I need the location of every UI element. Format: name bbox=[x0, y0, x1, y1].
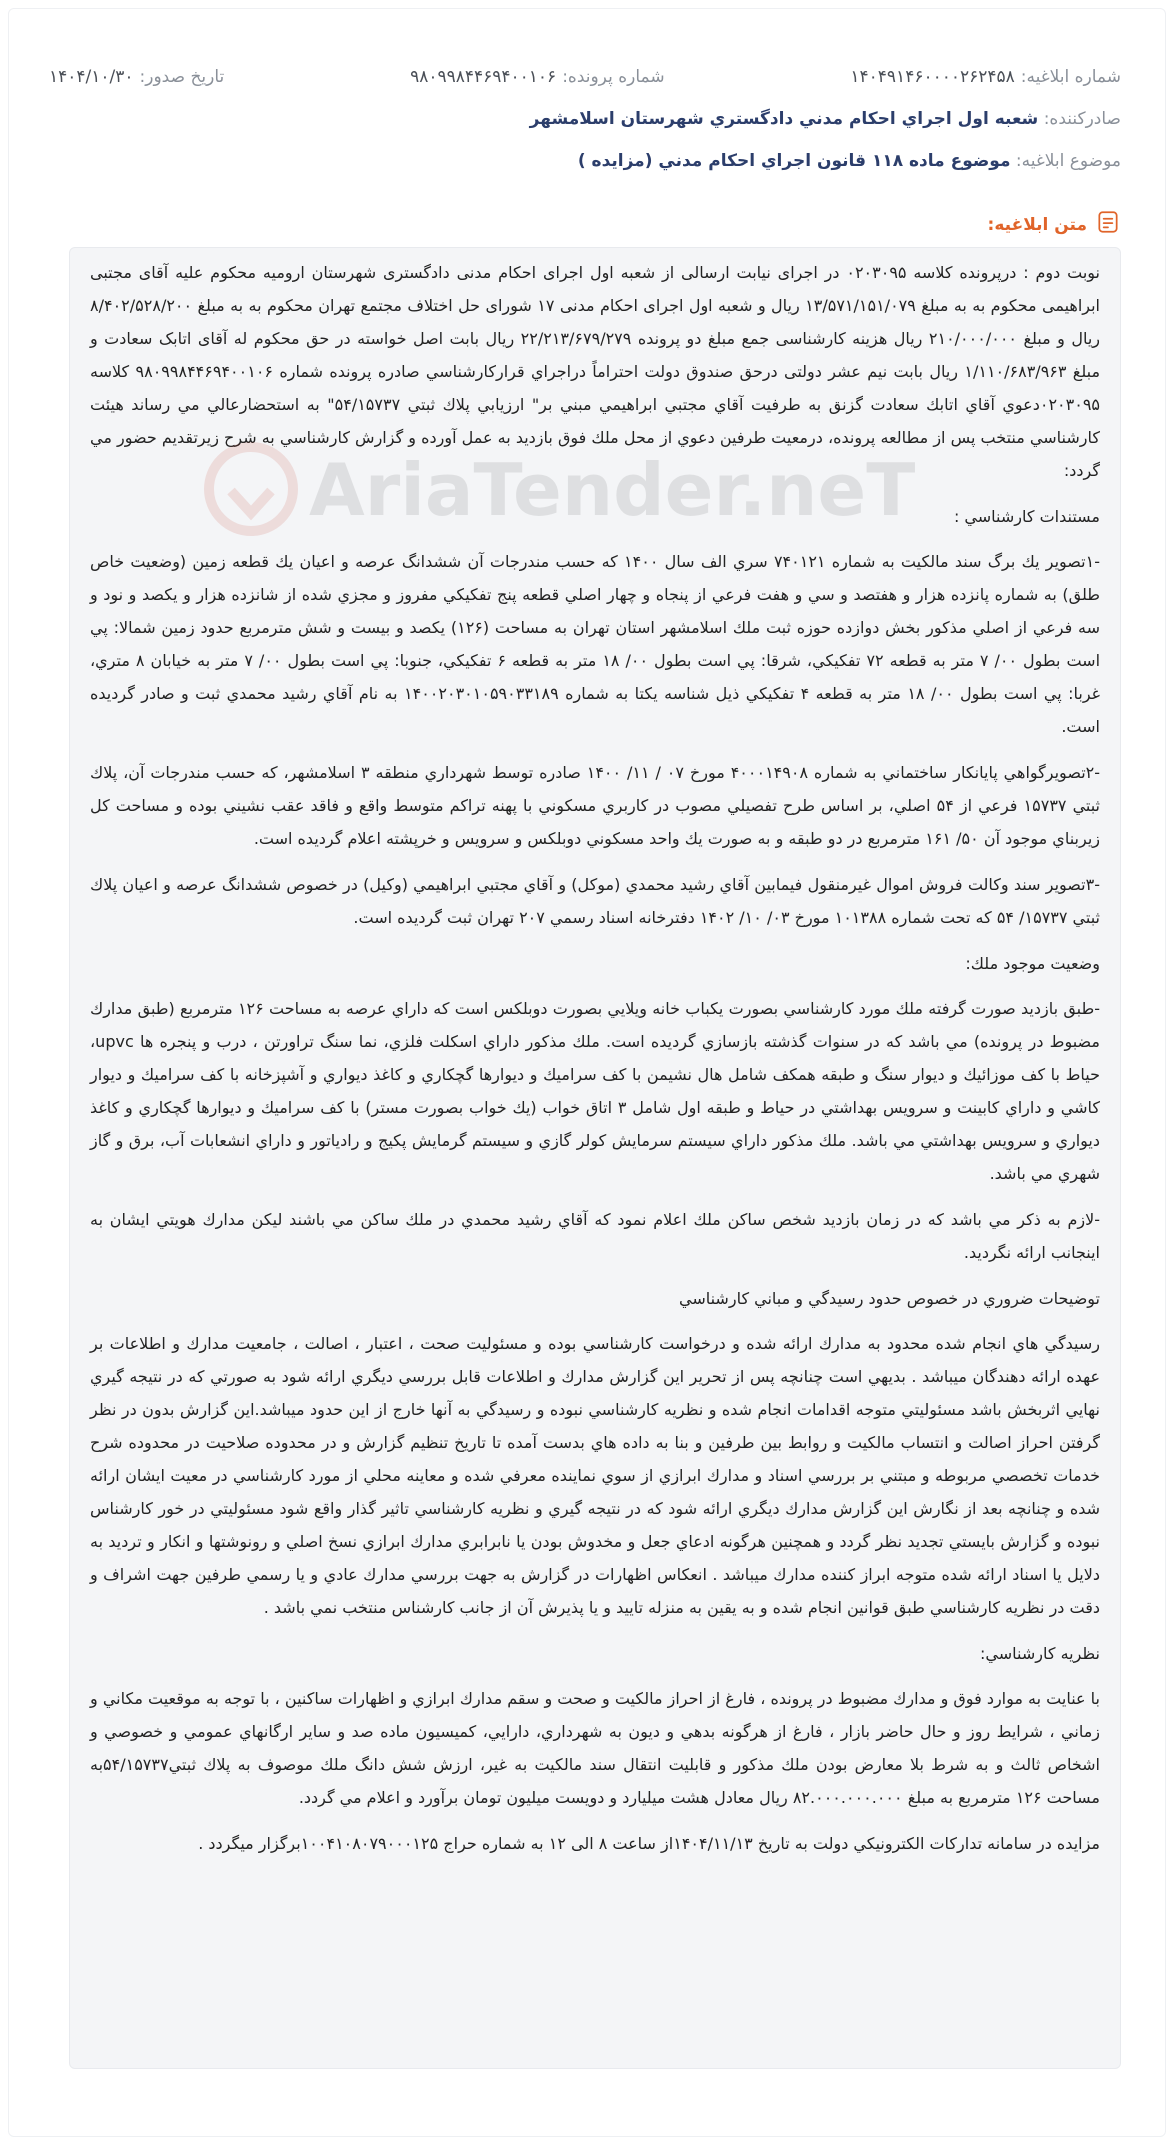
body-paragraph-13: مزايده در سامانه تدارکات الکترونيکي دولت به تاريخ ۱۴۰۴/۱۱/۱۳از ساعت ۸ الی ۱۲ به شماره حراج ۱۰۰۴۱۰۸۰۷۹۰۰۰۱۲۵برگزار میگردد . bbox=[198, 1834, 1100, 1853]
subject-row bbox=[578, 151, 1121, 171]
body-heading-notes: توضيحات ضروري در خصوص حدود رسيدگي و مباني كارشناسي bbox=[678, 1289, 1100, 1308]
notice-text-title: متن ابلاغیه: bbox=[987, 214, 1087, 235]
subject-value: موضوع ماده ۱۱۸ قانون اجراي احکام مدني (مزايده ) bbox=[577, 151, 1011, 171]
body-paragraph-7: -طبق بازديد صورت گرفته ملك مورد كارشناسي بصورت يكباب خانه ويلايي بصورت دوبلكس است كه داراي عرصه به مساحت ۱۲۶ مترمربع (طبق مدارك مضبوط در پرونده) مي باشد كه در سنوات گذشته بازسازي گرديده است. ملك مذكور داراي اسكلت فلزي، نما سنگ تراورتن ، درب و پنجره ها upvc، حياط با كف موزائيك و ديوار سنگ و طبقه همكف شامل هال نشيمن با كف سراميك و ديوارها گچكاري و كاغذ ديواري و آشپزخانه با كف سراميك و ديوار كاشي و داراي كابينت و سرويس بهداشتي در حياط و طبقه اول شامل ۳ اتاق خواب (يك خواب بصورت مستر) با كف سراميك و ديوارها گچكاري و كاغذ ديواري و سرويس بهداشتي مي باشد. ملك مذكور داراي سيستم سرمايش كولر گازي و سيستم گرمايش پكيج و رادياتور و داراي انشعابات آب، برق و گاز شهري مي باشد. bbox=[90, 999, 1101, 1183]
issuer-label: صادرکننده: bbox=[1043, 109, 1121, 129]
issue-date bbox=[49, 67, 224, 87]
body-paragraph-12: با عنايت به موارد فوق و مدارك مضبوط در پرونده ، فارغ از احراز مالكيت و صحت و سقم مدارك ابرازي و اظهارات ساكنين ، با توجه به موقعيت مكاني و زماني ، شرايط روز و حال حاضر بازار ، فارغ از هرگونه بدهي و ديون به شهرداري، دارايي، كميسيون ماده صد و ساير ارگانهاي عمومي و خصوصي و اشخاص ثالث و به شرط بلا معارض بودن ملك مذكور و قابليت انتقال سند مالكيت به غير، ارزش شش دانگ ملك موصوف به پلاك ثبتي۵۴/۱۵۷۳۷به مساحت ۱۲۶ مترمربع به مبلغ ۸۲.۰۰۰.۰۰۰.۰۰۰ ريال معادل هشت ميليارد و دويست ميليون تومان برآورد و اعلام مي گردد. bbox=[90, 1689, 1100, 1807]
body-paragraph-1: نوبت دوم : درپرونده کلاسه ۰۲۰۳۰۹۵ در اجرای نیابت ارسالی از شعبه اول اجرای احکام مدنی دادگستری شهرستان ارومیه محکوم علیه آقای مجتبی ابراهیمی محکوم به به مبلغ ۱۳/۵۷۱/۱۵۱/۰۷۹ ریال و شعبه اول اجرای احکام مدنی ۱۷ شورای حل اختلاف مجتمع تهران محکوم به به مبلغ ۸/۴۰۲/۵۲۸/۲۰۰ ریال و مبلغ ۲۱۰/۰۰۰/۰۰۰ ریال هزینه کارشناسی جمع مبلغ دو پرونده ۲۲/۲۱۳/۶۷۹/۲۷۹ ریال بابت اصل خواسته در حق محکوم له آقای اتابک سعادت و مبلغ ۱/۱۱۰/۶۸۳/۹۶۳ ریال بابت نیم عشر دولتی درحق صندوق دولت احتراماً دراجراي قرارکارشناسي صادره پرونده شماره ۹۸۰۹۹۸۴۴۶۹۴۰۰۱۰۶ کلاسه ۰۲۰۳۰۹۵دعوي آقاي اتابك سعادت گزنق به طرفيت آقاي مجتبي ابراهيمي مبني بر" ارزيابي پلاك ثبتي ۵۴/۱۵۷۳۷" به استحضارعالي مي رساند هيئت كارشناسي منتخب پس از مطالعه پرونده، درمعيت طرفين دعوي از محل ملك فوق بازديد به عمل آورده و گزارش كارشناسي به شرح زيرتقديم حضور مي گردد: bbox=[90, 263, 1101, 480]
issue-date-label: تاریخ صدور: bbox=[139, 67, 225, 87]
body-heading-opinion: نظريه كارشناسي: bbox=[980, 1644, 1100, 1663]
notice-meta-row bbox=[49, 67, 1121, 87]
subject-label: موضوع ابلاغیه: bbox=[1015, 151, 1121, 171]
body-paragraph-4: -۲تصويرگواهي پايانكار ساختماني به شماره ۴۰۰۰۱۴۹۰۸ مورخ ۰۷ / ۱۱/ ۱۴۰۰ صادره توسط شهرداري منطقه ۳ اسلامشهر، كه حسب مندرجات آن، پلاك ثبتي ۱۵۷۳۷ فرعي از ۵۴ اصلي، بر اساس طرح تفصيلي مصوب در كاربري مسكوني با پهنه تراكم متوسط واقع و فاقد عقب نشيني بوده و مساحت كل زيربناي موجود آن ۵۰/ ۱۶۱ مترمربع در دو طبقه و به صورت يك واحد مسكوني دوبلكس و سرويس و خرپشته اعلام گرديده است. bbox=[90, 763, 1101, 848]
case-number-value: ۹۸۰۹۹۸۴۴۶۹۴۰۰۱۰۶ bbox=[410, 67, 557, 87]
issuer-value: شعبه اول اجراي احکام مدني دادگستري شهرستان اسلامشهر bbox=[529, 109, 1039, 129]
notice-number-value: ۱۴۰۴۹۱۴۶۰۰۰۰۲۶۲۴۵۸ bbox=[850, 67, 1015, 87]
body-paragraph-5: -۳تصوير سند وكالت فروش اموال غيرمنقول فيمابين آقاي رشيد محمدي (موكل) و آقاي مجتبي ابراهيمي (وكيل) در خصوص ششدانگ عرصه و اعيان پلاك ثبتي ۱۵۷۳۷/ ۵۴ كه تحت شماره ۱۰۱۳۸۸ مورخ ۰۳/ ۱۰/ ۱۴۰۲ دفترخانه اسناد رسمي ۲۰۷ تهران ثبت گرديده است. bbox=[90, 875, 1100, 927]
body-heading-documents: مستندات كارشناسي : bbox=[953, 507, 1100, 526]
case-number-label: شماره پرونده: bbox=[562, 67, 665, 87]
document-text-icon bbox=[1095, 209, 1121, 240]
notice-number-label: شماره ابلاغیه: bbox=[1020, 67, 1121, 87]
notice-number bbox=[850, 67, 1121, 87]
notice-body bbox=[69, 247, 1121, 2069]
notice-page bbox=[8, 8, 1166, 2137]
body-paragraph-8: -لازم به ذكر مي باشد كه در زمان بازديد شخص ساكن ملك اعلام نمود كه آقاي رشيد محمدي در ملك ساكن مي باشند ليكن مدارك هويتي ايشان به اينجانب ارائه نگرديد. bbox=[90, 1210, 1100, 1262]
notice-text-heading bbox=[988, 209, 1121, 240]
issue-date-value: ۱۴۰۴/۱۰/۳۰ bbox=[49, 67, 134, 87]
body-heading-status: وضعيت موجود ملك: bbox=[965, 954, 1100, 973]
case-number bbox=[410, 67, 664, 87]
issuer-row bbox=[530, 109, 1121, 129]
body-paragraph-3: -۱تصوير يك برگ سند مالكيت به شماره ۷۴۰۱۲۱ سري الف سال ۱۴۰۰ كه حسب مندرجات آن ششدانگ عرصه و اعيان يك قطعه زمين (وضعيت خاص طلق) به شماره پانزده هزار و هفتصد و سي و هفت فرعي از پنجاه و چهار اصلي قطعه پنج تفكيكي مفروز و مجزي شده از شانزده هزار و يكصد و نود و سه فرعي از اصلي مذكور بخش دوازده حوزه ثبت ملك اسلامشهر استان تهران به مساحت (۱۲۶) يكصد و بيست و شش مترمربع حدود زمين شمالا: پي است بطول ۰۰/ ۷ متر به قطعه ۷۲ تفكيكي، شرقا: پي است بطول ۰۰/ ۱۸ متر به قطعه ۶ تفكيكي، جنوبا: پي است بطول ۰۰/ ۷ متر به خيابان ۸ متري، غربا: پي است بطول ۰۰/ ۱۸ متر به قطعه ۴ تفكيكي ذيل شناسه يكتا به شماره ۱۴۰۰۲۰۳۰۱۰۵۹۰۳۳۱۸۹ به نام آقاي رشيد محمدي ثبت و صادر گرديده است. bbox=[90, 552, 1101, 736]
body-paragraph-10: رسيدگي هاي انجام شده محدود به مدارك ارائه شده و درخواست كارشناسي بوده و مسئوليت صحت ، اعتبار ، اصالت ، جامعيت مدارك و اطلاعات بر عهده ارائه دهندگان ميباشد . بديهي است چنانچه پس از تحرير اين گزارش مدارك و اطلاعات قابل بررسي ديگري ارائه شود به صورتي كه در نتيجه گيري نهايي اثربخش باشد مسئوليتي متوجه اقدامات انجام شده و نظريه كارشناسي نبوده و رسيدگي به آنها خارج از اين حدود ميباشد.اين گزارش بدون در نظر گرفتن احراز اصالت و انتساب مالكيت و روابط بين طرفين و بنا به داده هاي بدست آمده تا تاريخ تنظيم گزارش و در محدوده صلاحيت در محدوده شرح خدمات تخصصي مربوطه و مبتني بر بررسي اسناد و مدارك ابرازي از سوي نماينده معرفي شده و معاينه محلي از مورد كارشناسي در معيت ايشان ارائه شده و چنانچه بعد از نگارش اين گزارش مدارك ديگري ارائه شود كه در نتيجه گيري و نظريه كارشناسي تاثير گذار واقع شود مسئوليتي در خور كارشناس نبوده و گزارش بايستي تجديد نظر گردد و همچنين هرگونه ادعاي جعل و مخدوش بودن يا نابرابري مدارك ابرازي نسخ اصلي و رونوشتها و انكار و ترديد به دلايل يا اسناد ارائه شده متوجه ابراز كننده مدارك ميباشد . انعكاس اظهارات در گزارش به جهت بررسي مدارك عادي و يا رسمي طرفين جهت اشراف و دقت در نظريه كارشناسي طبق قوانين انجام شده و به يقين به منزله تاييد و يا پذيرش آن از جانب كارشناس منتخب نمي باشد . bbox=[90, 1334, 1100, 1617]
